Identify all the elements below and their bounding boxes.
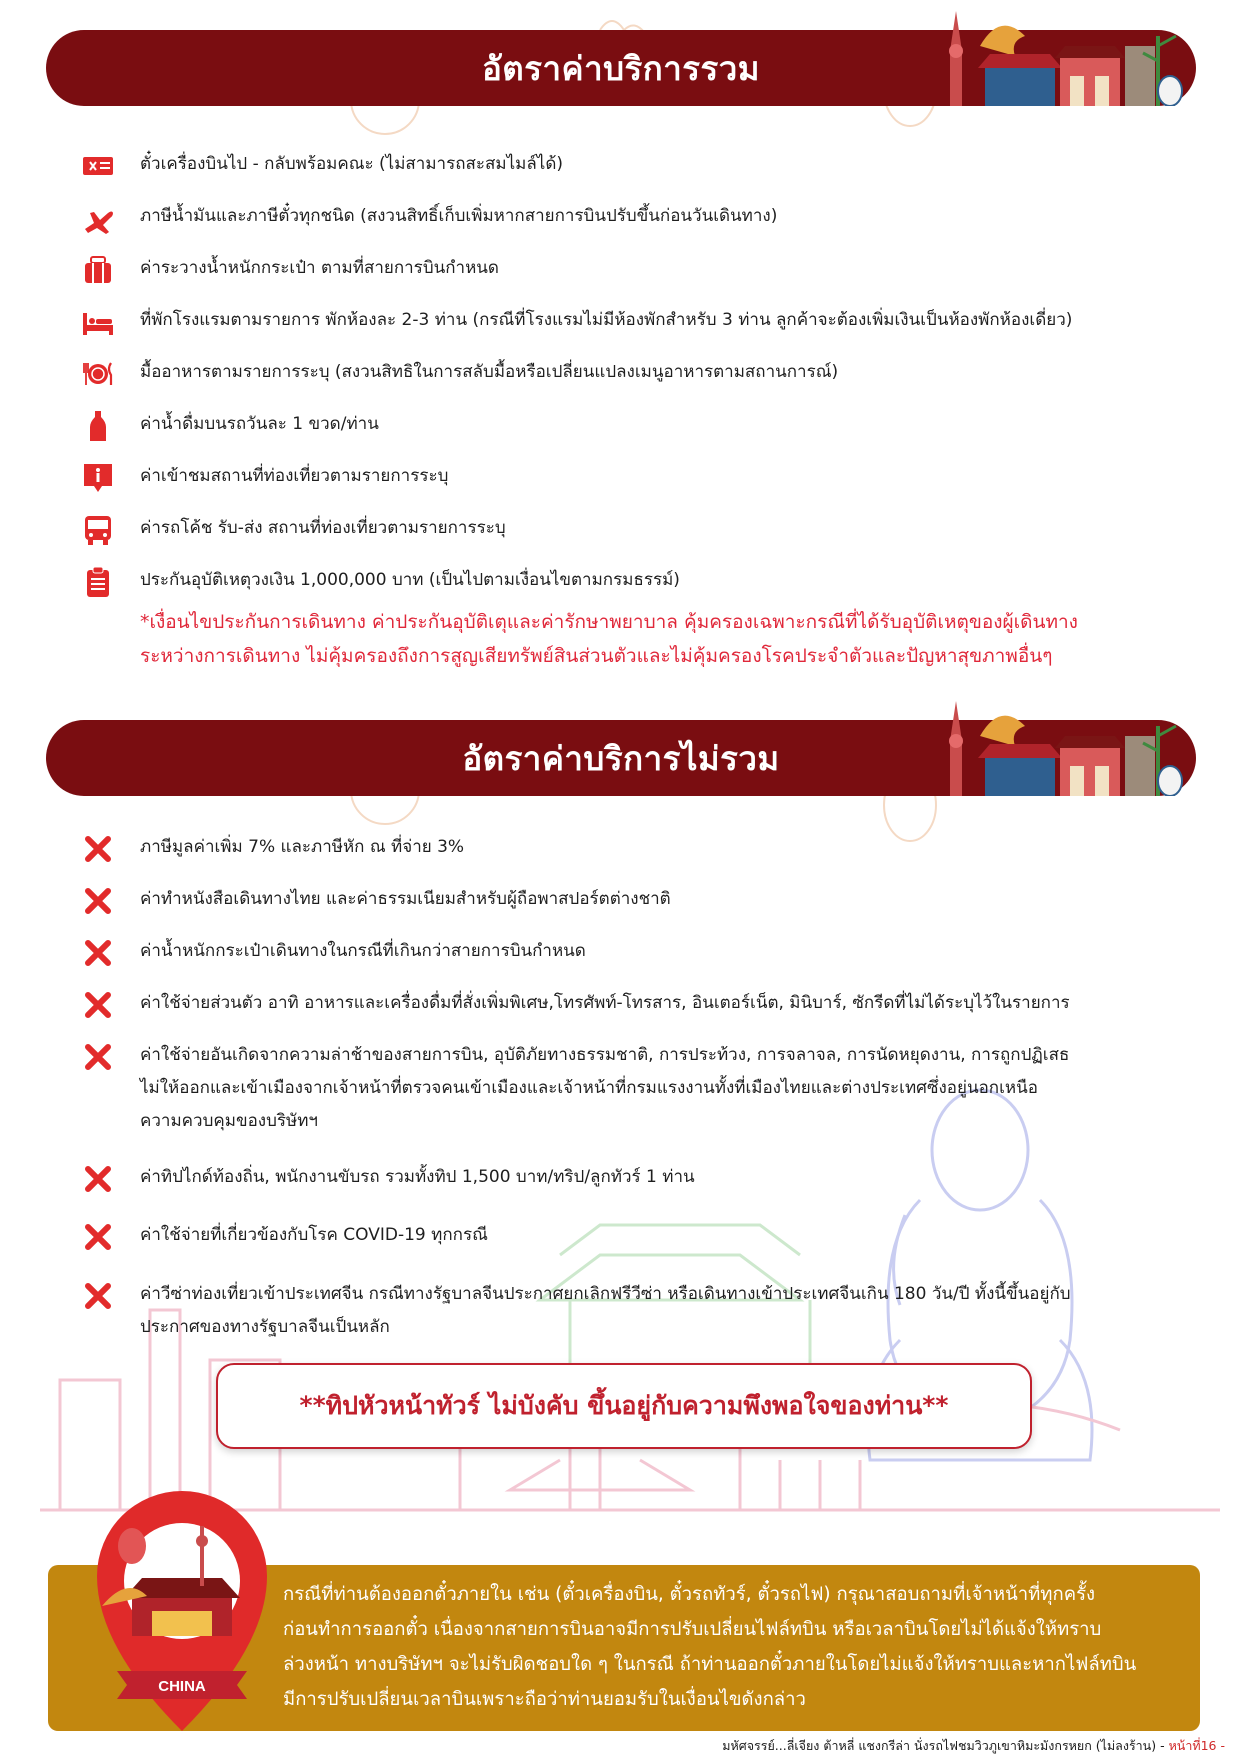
cross-icon bbox=[76, 883, 120, 919]
footer-notice-line: ล่วงหน้า ทางบริษัทฯ จะไม่รับผิดชอบใด ๆ ในกรณี ถ้าท่านออกตั๋วภายในโดยไม่แจ้งให้ทราบและหากไฟล์ทบิน bbox=[283, 1654, 1137, 1675]
excluded-title: อัตราค่าบริการไม่รวม bbox=[462, 738, 780, 778]
list-item-line: ค่าทิปไกด์ท้องถิ่น, พนักงานขับรถ รวมทั้งทิป 1,500 บาท/ทริป/ลูกทัวร์ 1 ท่าน bbox=[140, 1167, 695, 1187]
footer-notice-line: กรณีที่ท่านต้องออกตั๋วภายใน เช่น (ตั๋วเครื่องบิน, ตั๋วรถทัวร์, ตั๋วรถไฟ) กรุณาสอบถามที่เจ้าหน้าที่ทุกครั้ง bbox=[283, 1584, 1096, 1605]
list-item-text: มื้ออาหารตามรายการระบุ (สงวนสิทธิในการสลับมื้อหรือเปลี่ยนแปลงเมนูอาหารตามสถานการณ์) bbox=[140, 362, 839, 382]
list-item-line: ภาษีมูลค่าเพิ่ม 7% และภาษีหัก ณ ที่จ่าย 3% bbox=[140, 837, 465, 857]
list-item-text: ตั๋วเครื่องบินไป - กลับพร้อมคณะ (ไม่สามารถสะสมไมล์ได้) bbox=[140, 154, 564, 174]
ticket-icon bbox=[76, 148, 120, 184]
cross-icon bbox=[76, 935, 120, 971]
cross-icon bbox=[76, 1039, 120, 1075]
meal-icon bbox=[76, 356, 120, 392]
footer-notice-line: มีการปรับเปลี่ยนเวลาบินเพราะถือว่าท่านยอมรับในเงื่อนไขดังกล่าว bbox=[283, 1689, 806, 1710]
bus-icon bbox=[76, 512, 120, 548]
list-item-text: ค่าเข้าชมสถานที่ท่องเที่ยวตามรายการระบุ bbox=[140, 466, 449, 486]
cross-icon bbox=[76, 1278, 120, 1314]
list-item-line: ความควบคุมของบริษัทฯ bbox=[140, 1111, 318, 1131]
china-pin-badge bbox=[92, 1486, 272, 1736]
bed-icon bbox=[76, 304, 120, 340]
list-item-line: ค่าใช้จ่ายที่เกี่ยวข้องกับโรค COVID-19 ทุกกรณี bbox=[140, 1225, 488, 1245]
list-item-text bbox=[140, 883, 1190, 916]
luggage-icon bbox=[76, 252, 120, 288]
airplane-icon bbox=[76, 200, 120, 236]
list-item-text bbox=[140, 1219, 1190, 1252]
footer-notice-text bbox=[283, 1577, 1183, 1717]
cross-icon bbox=[76, 1219, 120, 1255]
insurance-note-line: ระหว่างการเดินทาง ไม่คุ้มครองถึงการสูญเสียทรัพย์สินส่วนตัวและไม่คุ้มครองโรคประจำตัวและปัญหาสุขภาพอื่นๆ bbox=[140, 645, 1053, 667]
included-title: อัตราค่าบริการรวม bbox=[481, 48, 761, 88]
water-bottle-icon bbox=[76, 408, 120, 444]
list-item-text bbox=[140, 1161, 1190, 1194]
info-icon bbox=[76, 460, 120, 496]
clipboard-icon bbox=[76, 564, 120, 600]
insurance-note bbox=[140, 605, 1140, 673]
list-item-text bbox=[140, 1039, 1190, 1138]
list-item-text: ภาษีน้ำมันและภาษีตั๋วทุกชนิด (สงวนสิทธิ์เก็บเพิ่มหากสายการบินปรับขึ้นก่อนวันเดินทาง) bbox=[140, 206, 778, 226]
insurance-note-line: *เงื่อนไขประกันการเดินทาง ค่าประกันอุบัติเตุและค่ารักษาพยาบาล คุ้มครองเฉพาะกรณีที่ได้รับอุบัติเหตุของผู้เดินทาง bbox=[140, 611, 1078, 633]
included-banner bbox=[46, 30, 1196, 106]
list-item-text bbox=[140, 987, 1190, 1020]
list-item-line: ค่าใช้จ่ายอันเกิดจากความล่าช้าของสายการบิน, อุบัติภัยทางธรรมชาติ, การประท้วง, การจลาจล, การนัดหยุดงาน, การถูกปฏิเสธ bbox=[140, 1045, 1070, 1065]
page-footer bbox=[722, 1736, 1225, 1756]
list-item-text: ค่าระวางน้ำหนักกระเป๋า ตามที่สายการบินกำหนด bbox=[140, 258, 499, 278]
list-item-line: ค่าทำหนังสือเดินทางไทย และค่าธรรมเนียมสำหรับผู้ถือพาสปอร์ตต่างชาติ bbox=[140, 889, 671, 909]
china-landmarks-illustration bbox=[930, 6, 1190, 106]
tour-name: มหัศจรรย์...ลี่เจียง ต้าหลี่ แชงกรีล่า นั่งรถไฟชมวิวภูเขาหิมะมังกรหยก (ไม่ลงร้าน) - bbox=[722, 1738, 1169, 1753]
list-item-line: ค่าใช้จ่ายส่วนตัว อาทิ อาหารและเครื่องดื่มที่สั่งเพิ่มพิเศษ,โทรศัพท์-โทรสาร, อินเตอร์เน็ต, มินิบาร์, ซักรีดที่ไม่ได้ระบุไว้ในรายการ bbox=[140, 993, 1070, 1013]
china-landmarks-illustration bbox=[930, 696, 1190, 796]
tip-notice: **ทิปหัวหน้าทัวร์ ไม่บังคับ ขึ้นอยู่กับความพึงพอใจของท่าน** bbox=[216, 1363, 1032, 1449]
list-item-line: ไม่ให้ออกและเข้าเมืองจากเจ้าหน้าที่ตรวจคนเข้าเมืองและเจ้าหน้าที่กรมแรงงานทั้งที่เมืองไทยและต่างประเทศซึ่งอยู่นอกเหนือ bbox=[140, 1078, 1038, 1098]
footer-notice-line: ก่อนทำการออกตั๋ว เนื่องจากสายการบินอาจมีการปรับเปลี่ยนไฟล์ทบิน หรือเวลาบินโดยไม่ได้แจ้งให้ทราบ bbox=[283, 1619, 1102, 1640]
list-item-line: ประกาศของทางรัฐบาลจีนเป็นหลัก bbox=[140, 1317, 390, 1337]
excluded-banner bbox=[46, 720, 1196, 796]
list-item-text: ค่ารถโค้ช รับ-ส่ง สถานที่ท่องเที่ยวตามรายการระบุ bbox=[140, 518, 506, 538]
page-number: หน้าที่16 - bbox=[1168, 1738, 1225, 1753]
list-item-text: ที่พักโรงแรมตามรายการ พักห้องละ 2-3 ท่าน (กรณีที่โรงแรมไม่มีห้องพักสำหรับ 3 ท่าน ลูกค้าจะต้องเพิ่มเงินเป็นห้องพักห้องเดี่ยว) bbox=[140, 310, 1073, 330]
cross-icon bbox=[76, 1161, 120, 1197]
list-item-text: ประกันอุบัติเหตุวงเงิน 1,000,000 บาท (เป็นไปตามเงื่อนไขตามกรมธรรม์) bbox=[140, 570, 680, 590]
list-item-text bbox=[140, 831, 1190, 864]
list-item-line: ค่าวีซ่าท่องเที่ยวเข้าประเทศจีน กรณีทางรัฐบาลจีนประกาศยกเลิกฟรีวีซ่า หรือเดินทางเข้าประเทศจีนเกิน 180 วัน/ปี ทั้งนี้ขึ้นอยู่กับ bbox=[140, 1284, 1071, 1304]
cross-icon bbox=[76, 987, 120, 1023]
list-item-text bbox=[140, 935, 1190, 968]
list-item-text: ค่าน้ำดื่มบนรถวันละ 1 ขวด/ท่าน bbox=[140, 414, 379, 434]
list-item-line: ค่าน้ำหนักกระเป๋าเดินทางในกรณีที่เกินกว่าสายการบินกำหนด bbox=[140, 941, 586, 961]
list-item-text bbox=[140, 1278, 1190, 1344]
cross-icon bbox=[76, 831, 120, 867]
badge-label: CHINA bbox=[158, 1678, 206, 1695]
